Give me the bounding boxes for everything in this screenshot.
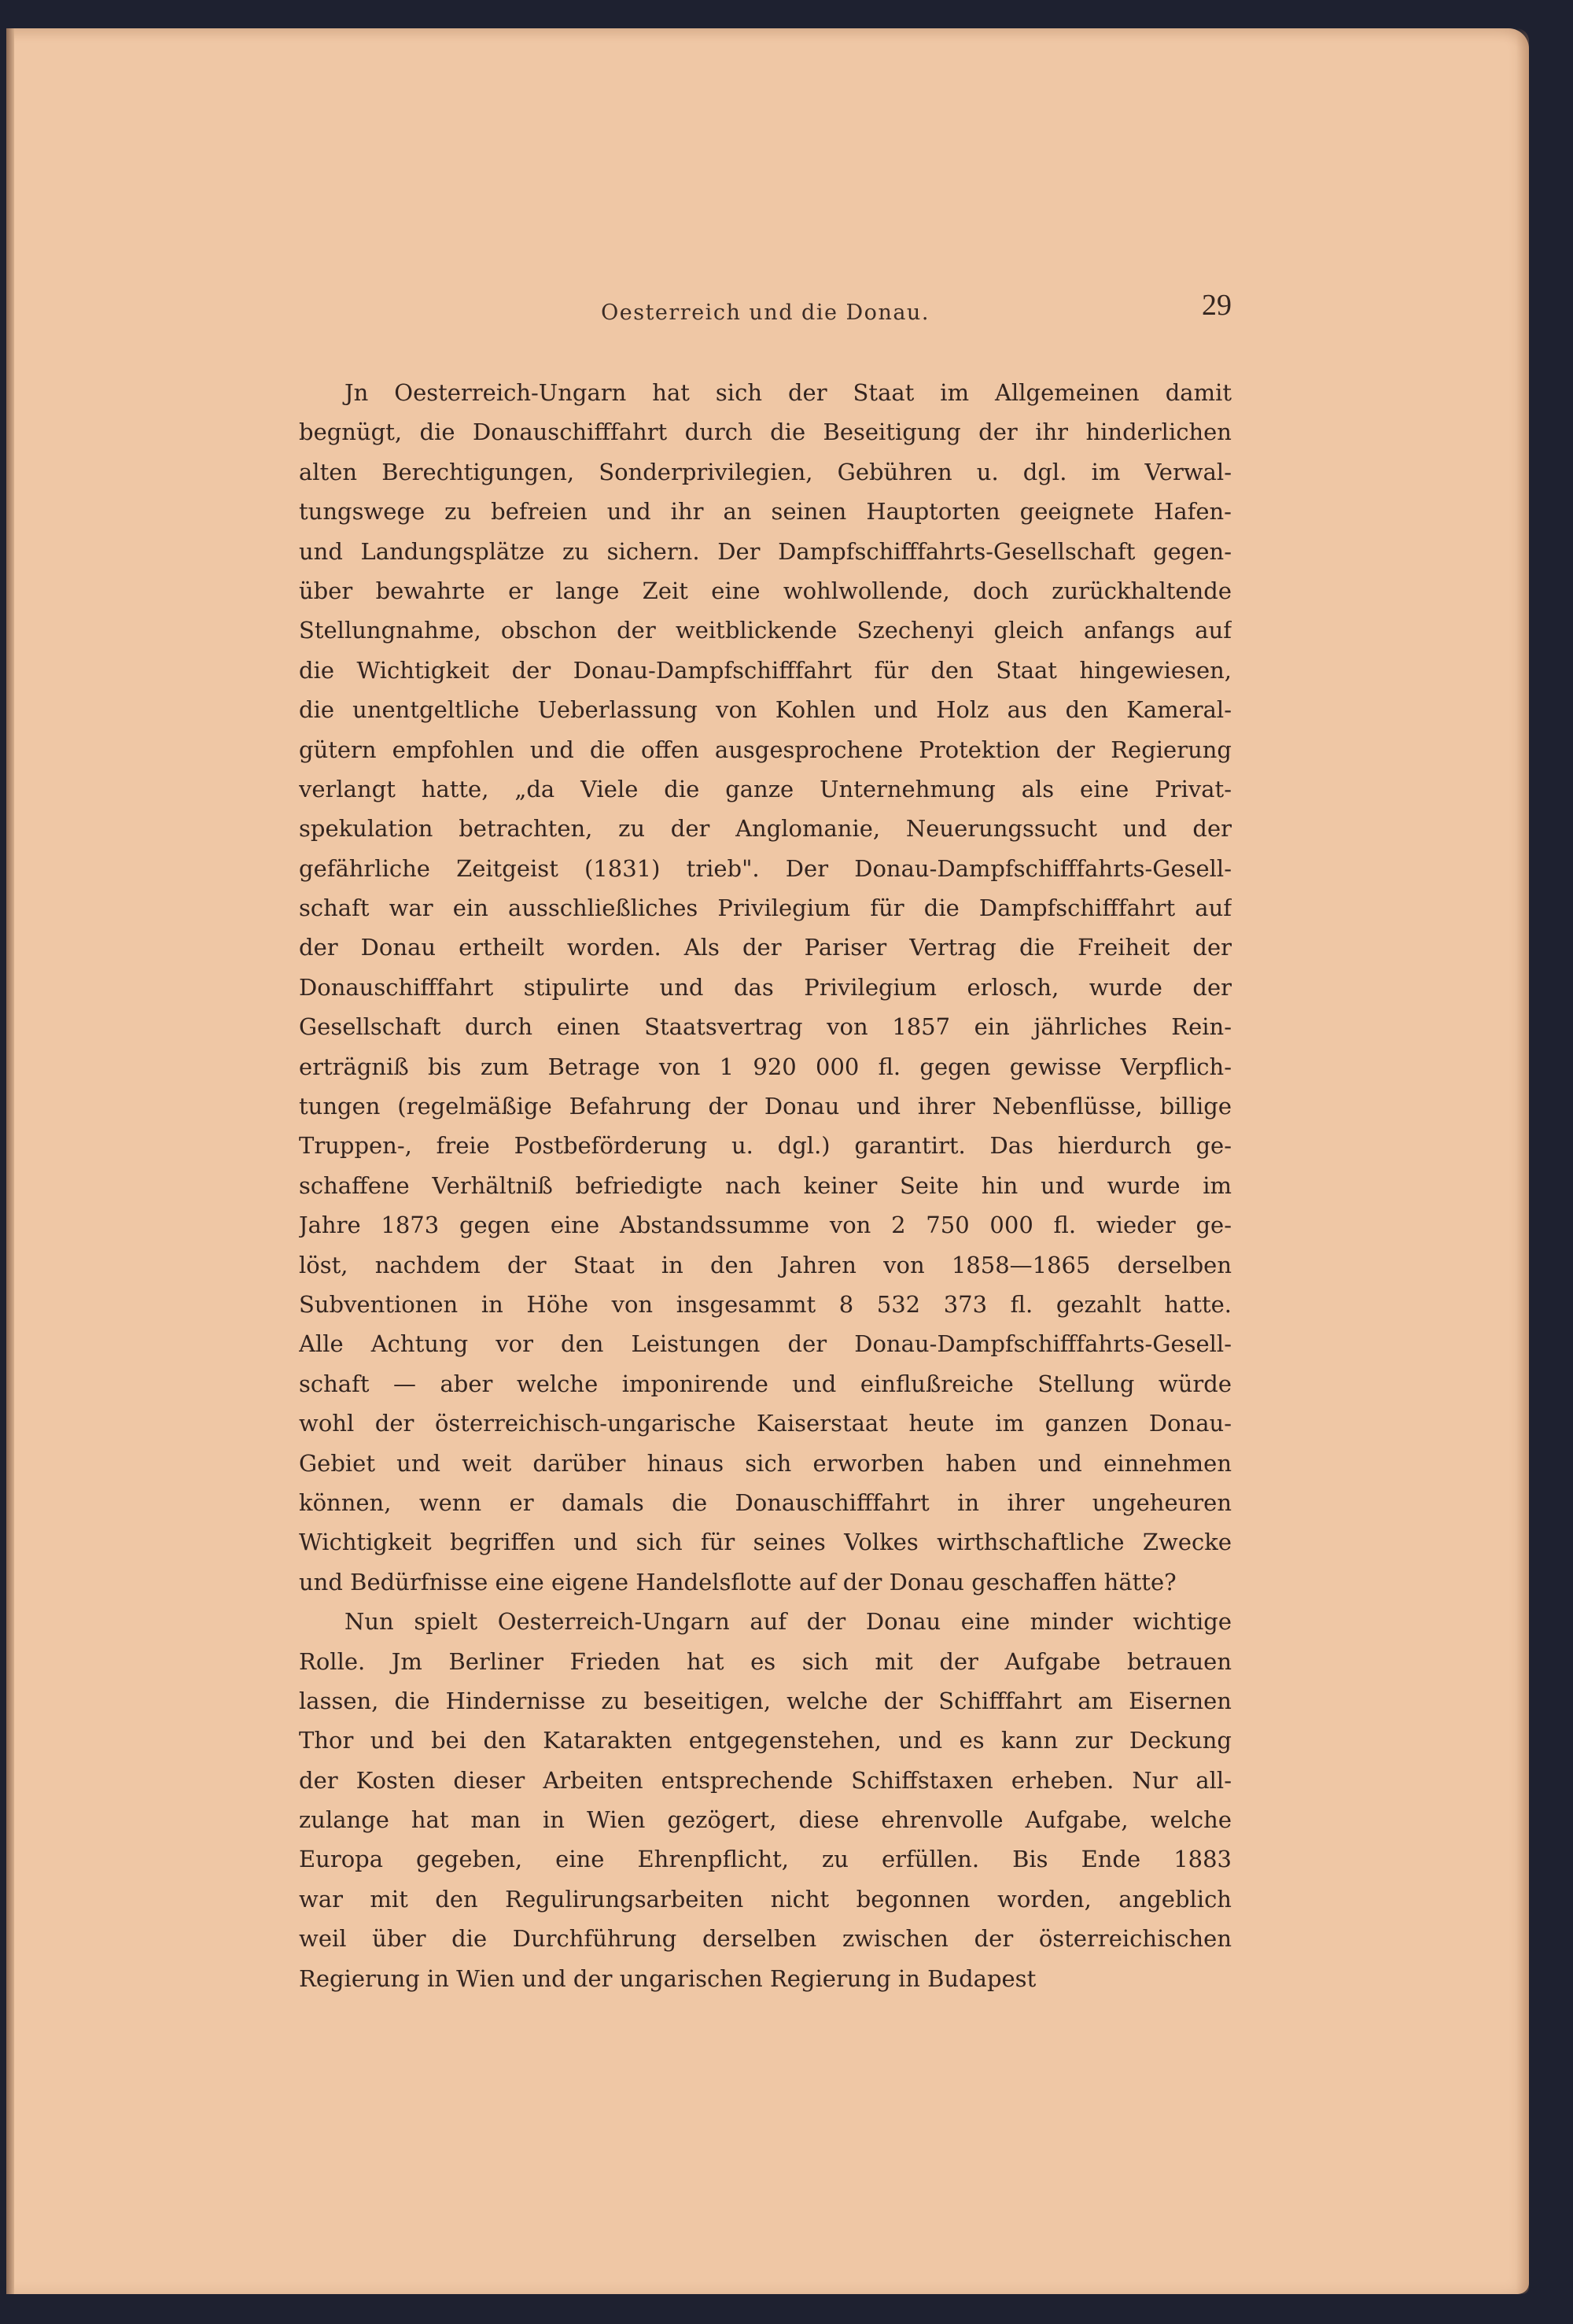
text-line: Regierung in Wien und der ungarischen Regierung in Budapest: [299, 1964, 1037, 1992]
text-line: gefährliche Zeitgeist (1831) trieb". Der Donau-Dampfschifffahrts-Gesell-: [299, 854, 1232, 882]
text-line: die Wichtigkeit der Donau-Dampfschifffahrt für den Staat hingewiesen,: [299, 656, 1232, 684]
text-line: der Kosten dieser Arbeiten entsprechende Schiffstaxen erheben. Nur all-: [299, 1766, 1232, 1794]
text-line: lassen, die Hindernisse zu beseitigen, welche der Schifffahrt am Eisernen: [299, 1687, 1232, 1714]
text-line: schaffene Verhältniß befriedigte nach keiner Seite hin und wurde im: [299, 1171, 1232, 1199]
text-line: über bewahrte er lange Zeit eine wohlwollende, doch zurückhaltende: [299, 577, 1232, 604]
text-line: weil über die Durchführung derselben zwischen der österreichischen: [299, 1925, 1232, 1953]
text-line: spekulation betrachten, zu der Anglomanie, Neuerungssucht und der: [299, 815, 1232, 843]
book-page: [6, 28, 1529, 2294]
text-line: Gesellschaft durch einen Staatsvertrag von 1857 ein jährliches Rein-: [299, 1013, 1232, 1041]
body-text: [299, 373, 1232, 1992]
text-line: tungen (regelmäßige Befahrung der Donau und ihrer Nebenflüsse, billige: [299, 1093, 1232, 1120]
running-head: [299, 288, 1232, 343]
text-line: Alle Achtung vor den Leistungen der Donau-Dampfschifffahrts-Gesell-: [299, 1330, 1232, 1358]
page-number: 29: [1202, 289, 1232, 322]
text-line: wohl der österreichisch-ungarische Kaiserstaat heute im ganzen Donau-: [299, 1410, 1232, 1437]
text-line: Donauschifffahrt stipulirte und das Privilegium erlosch, wurde der: [299, 973, 1232, 1001]
text-line: tungswege zu befreien und ihr an seinen Hauptorten geeignete Hafen-: [299, 498, 1232, 526]
text-line: Truppen-, freie Postbeförderung u. dgl.) garantirt. Das hierdurch ge-: [299, 1132, 1232, 1160]
text-line: der Donau ertheilt worden. Als der Pariser Vertrag die Freiheit der: [299, 934, 1232, 961]
text-line: schaft — aber welche imponirende und einflußreiche Stellung würde: [299, 1370, 1232, 1397]
text-line: gütern empfohlen und die offen ausgesprochene Protektion der Regierung: [299, 736, 1232, 763]
text-line: können, wenn er damals die Donauschifffahrt in ihrer ungeheuren: [299, 1488, 1232, 1516]
text-line: zulange hat man in Wien gezögert, diese ehrenvolle Aufgabe, welche: [299, 1806, 1232, 1834]
text-line: begnügt, die Donauschifffahrt durch die Beseitigung der ihr hinderlichen: [299, 419, 1232, 446]
text-line: schaft war ein ausschließliches Privilegium für die Dampfschifffahrt auf: [299, 895, 1232, 922]
text-line: Europa gegeben, eine Ehrenpflicht, zu erfüllen. Bis Ende 1883: [299, 1846, 1232, 1873]
text-line: Gebiet und weit darüber hinaus sich erworben haben und einnehmen: [299, 1449, 1232, 1477]
page-edge-shadow: [1516, 28, 1529, 2294]
text-line: und Bedürfnisse eine eigene Handelsflotte auf der Donau geschaffen hätte?: [299, 1568, 1177, 1595]
text-line: Thor und bei den Katarakten entgegenstehen, und es kann zur Deckung: [299, 1727, 1232, 1754]
text-line: erträgniß bis zum Betrage von 1 920 000 fl. gegen gewisse Verpflich-: [299, 1053, 1232, 1080]
text-line: Jahre 1873 gegen eine Abstandssumme von 2 750 000 fl. wieder ge-: [299, 1212, 1232, 1239]
binding-gutter: [6, 28, 14, 2294]
text-line: war mit den Regulirungsarbeiten nicht begonnen worden, angeblich: [299, 1885, 1232, 1913]
text-line: Wichtigkeit begriffen und sich für seines Volkes wirthschaftliche Zwecke: [299, 1529, 1232, 1556]
text-line: die unentgeltliche Ueberlassung von Kohlen und Holz aus den Kameral-: [299, 696, 1232, 724]
text-line: Rolle. Jm Berliner Frieden hat es sich mit der Aufgabe betrauen: [299, 1647, 1232, 1675]
text-line: Subventionen in Höhe von insgesammt 8 532 373 fl. gezahlt hatte.: [299, 1290, 1232, 1318]
text-line: und Landungsplätze zu sichern. Der Dampfschifffahrts-Gesellschaft gegen-: [299, 537, 1232, 565]
text-line: löst, nachdem der Staat in den Jahren von 1858—1865 derselben: [299, 1251, 1232, 1278]
text-line: Jn Oesterreich-Ungarn hat sich der Staat im Allgemeinen damit: [344, 379, 1232, 406]
running-title: Oesterreich und die Donau.: [601, 301, 930, 325]
text-line: verlangt hatte, „da Viele die ganze Unternehmung als eine Privat-: [299, 775, 1232, 802]
text-line: Stellungnahme, obschon der weitblickende Szechenyi gleich anfangs auf: [299, 617, 1232, 644]
text-line: Nun spielt Oesterreich-Ungarn auf der Donau eine minder wichtige: [344, 1608, 1232, 1636]
text-line: alten Berechtigungen, Sonderprivilegien, Gebühren u. dgl. im Verwal-: [299, 458, 1232, 485]
